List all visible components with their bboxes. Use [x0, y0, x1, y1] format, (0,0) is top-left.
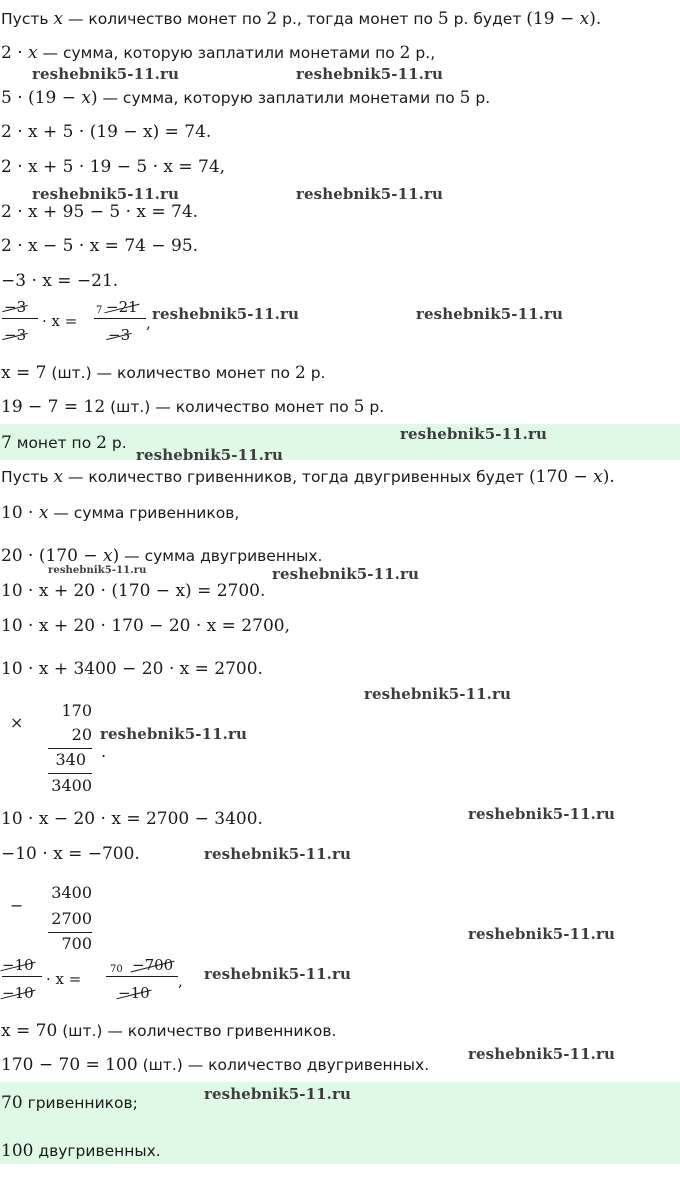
- text-line: 10 · x — сумма гривенников,: [1, 503, 240, 523]
- watermark: reshebnik5-11.ru: [364, 685, 511, 703]
- text-line: x = 7 (шт.) — количество монет по 2 р.: [1, 363, 326, 383]
- fraction-middle: · x =: [42, 312, 78, 330]
- watermark: reshebnik5-11.ru: [468, 805, 615, 823]
- equation: 2 · x − 5 · x = 74 − 95.: [1, 236, 199, 256]
- watermark: reshebnik5-11.ru: [296, 65, 443, 83]
- mul-operand: 20: [71, 725, 92, 744]
- watermark: reshebnik5-11.ru: [416, 305, 563, 323]
- watermark: reshebnik5-11.ru: [400, 425, 547, 443]
- watermark: reshebnik5-11.ru: [272, 565, 419, 583]
- equation: 2 · x + 5 · 19 − 5 · x = 74,: [1, 157, 226, 177]
- text-line: 2 · x — сумма, которую заплатили монетами по 2 р.,: [1, 43, 436, 63]
- answer-1: 7 монет по 2 р.: [1, 433, 127, 453]
- sub-operand: 2700: [51, 909, 92, 928]
- equation: 10 · x + 20 · 170 − 20 · x = 2700,: [1, 616, 290, 636]
- fraction-numerator: −3: [4, 298, 27, 316]
- fraction-numerator: −700: [132, 956, 174, 974]
- watermark: reshebnik5-11.ru: [468, 1045, 615, 1063]
- watermark: reshebnik5-11.ru: [204, 1085, 351, 1103]
- watermark: reshebnik5-11.ru: [204, 965, 351, 983]
- comma: ,: [146, 314, 151, 332]
- equation: 10 · x + 20 · (170 − x) = 2700.: [1, 581, 266, 601]
- watermark: reshebnik5-11.ru: [152, 305, 299, 323]
- mul-sign: ×: [10, 713, 24, 732]
- text-line: 20 · (170 − x) — сумма двугривенных.: [1, 546, 323, 566]
- watermark: reshebnik5-11.ru: [296, 185, 443, 203]
- equation: 2 · x + 95 − 5 · x = 74.: [1, 202, 199, 222]
- text-line: 170 − 70 = 100 (шт.) — количество двугривенных.: [1, 1055, 430, 1075]
- fraction-denominator: −10: [118, 984, 150, 1002]
- text-line: 5 · (19 − x) — сумма, которую заплатили монетами по 5 р.: [1, 88, 491, 108]
- watermark: reshebnik5-11.ru: [32, 65, 179, 83]
- period: .: [101, 742, 107, 761]
- comma: ,: [178, 972, 183, 990]
- watermark: reshebnik5-11.ru: [136, 446, 283, 464]
- mul-operand: 170: [61, 701, 92, 720]
- equation: −10 · x = −700.: [1, 844, 140, 864]
- sub-result: 700: [61, 934, 92, 953]
- reduced-value: 7: [96, 305, 103, 316]
- watermark: reshebnik5-11.ru: [468, 925, 615, 943]
- sub-operand: 3400: [51, 883, 92, 902]
- watermark: reshebnik5-11.ru: [204, 845, 351, 863]
- watermark: reshebnik5-11.ru: [48, 565, 147, 576]
- answer-2: 70 гривенников;: [1, 1093, 138, 1113]
- sub-sign: −: [10, 896, 24, 915]
- fraction-denominator: −3: [108, 326, 131, 344]
- watermark: reshebnik5-11.ru: [100, 725, 247, 743]
- mul-result: 3400: [51, 776, 92, 795]
- reduced-value: 70: [110, 964, 123, 975]
- fraction-denominator: −3: [4, 326, 27, 344]
- text-line: 19 − 7 = 12 (шт.) — количество монет по 5 р.: [1, 397, 385, 417]
- text-line: x = 70 (шт.) — количество гривенников.: [1, 1021, 337, 1041]
- text-line: Пусть x — количество монет по 2 р., тогда монет по 5 р. будет (19 − x).: [1, 9, 602, 29]
- watermark: reshebnik5-11.ru: [32, 185, 179, 203]
- answer-3: 100 двугривенных.: [1, 1141, 161, 1161]
- text-line: Пусть x — количество гривенников, тогда двугривенных будет (170 − x).: [1, 467, 615, 487]
- fraction-denominator: −10: [2, 984, 34, 1002]
- fraction-numerator: −10: [2, 956, 34, 974]
- equation: 2 · x + 5 · (19 − x) = 74.: [1, 122, 212, 142]
- mul-partial: 340: [55, 750, 86, 769]
- equation: 10 · x − 20 · x = 2700 − 3400.: [1, 809, 263, 829]
- equation: 10 · x + 3400 − 20 · x = 2700.: [1, 659, 263, 679]
- equation: −3 · x = −21.: [1, 271, 119, 291]
- fraction-middle: · x =: [46, 970, 82, 988]
- fraction-numerator: −21: [106, 298, 138, 316]
